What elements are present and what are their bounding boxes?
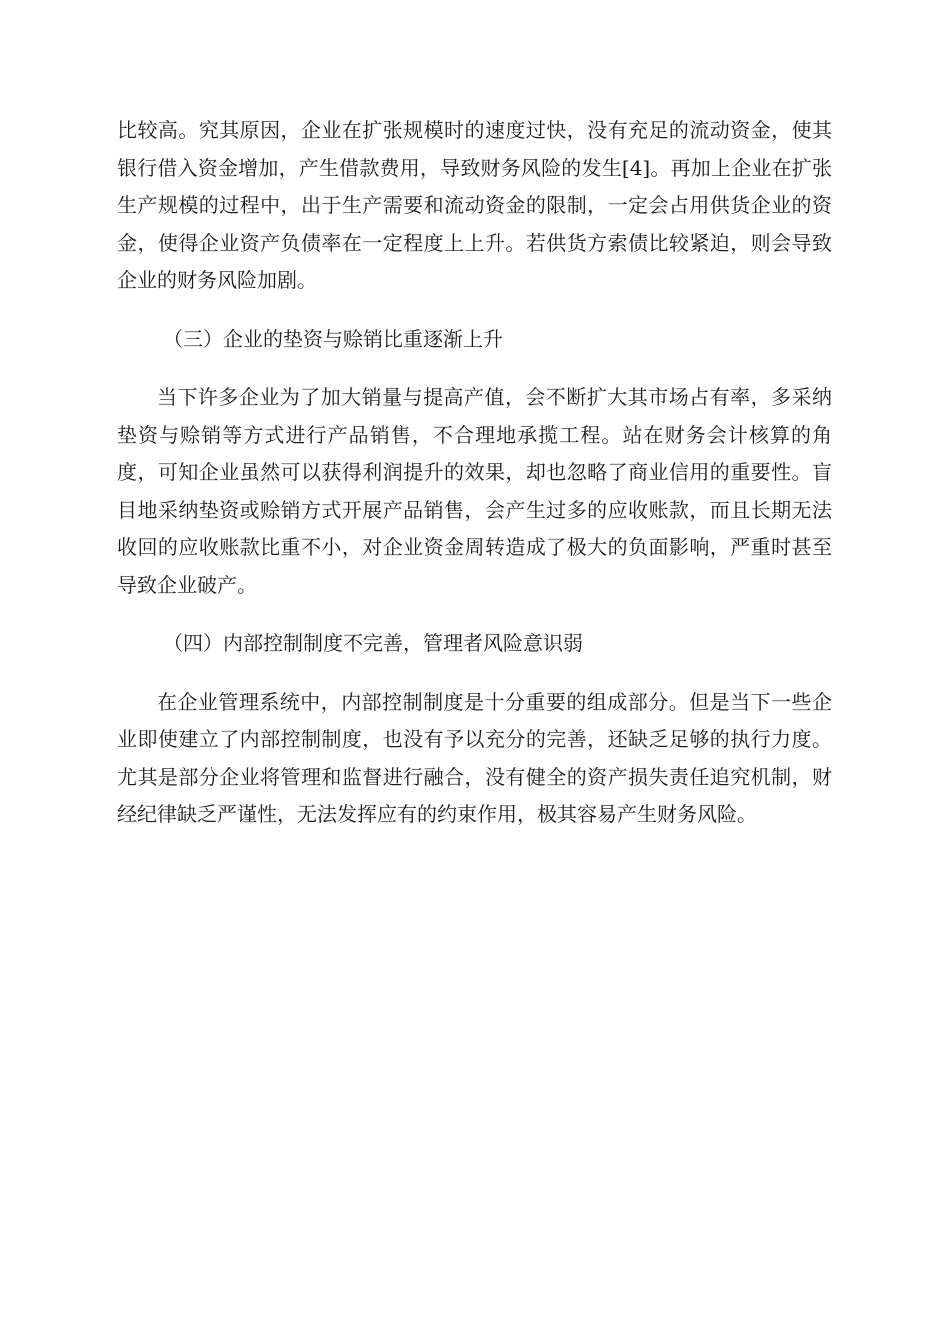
document-body (117, 112, 832, 834)
paragraph-continuation: 比较高。究其原因，企业在扩张规模时的速度过快，没有充足的流动资金，使其银行借入资金增加，产生借款费用，导致财务风险的发生[4]。再加上企业在扩张生产规模的过程中，出于生产需要和流动资金的限制，一定会占用供货企业的资金，使得企业资产负债率在一定程度上上升。若供货方索债比较紧迫，则会导致企业的财务风险加剧。 (117, 118, 832, 292)
paragraph-section-4: 在企业管理系统中，内部控制制度是十分重要的组成部分。但是当下一些企业即使建立了内部控制制度，也没有予以充分的完善，还缺乏足够的执行力度。尤其是部分企业将管理和监督进行融合，没有健全的资产损失责任追究机制，财经纪律缺乏严谨性，无法发挥应有的约束作用，极其容易产生财务风险。 (117, 689, 832, 826)
section-heading-3: （三）企业的垫资与赊销比重逐渐上升 (163, 326, 503, 351)
section-heading-4: （四）内部控制制度不完善，管理者风险意识弱 (163, 631, 583, 655)
paragraph-section-3: 当下许多企业为了加大销量与提高产值，会不断扩大其市场占有率，多采纳垫资与赊销等方式进行产品销售，不合理地承揽工程。站在财务会计核算的角度，可知企业虽然可以获得利润提升的效果，却也忽略了商业信用的重要性。盲目地采纳垫资或赊销方式开展产品销售，会产生过多的应收账款，而且长期无法收回的应收账款比重不小，对企业资金周转造成了极大的负面影响，严重时甚至导致企业破产。 (117, 385, 832, 597)
